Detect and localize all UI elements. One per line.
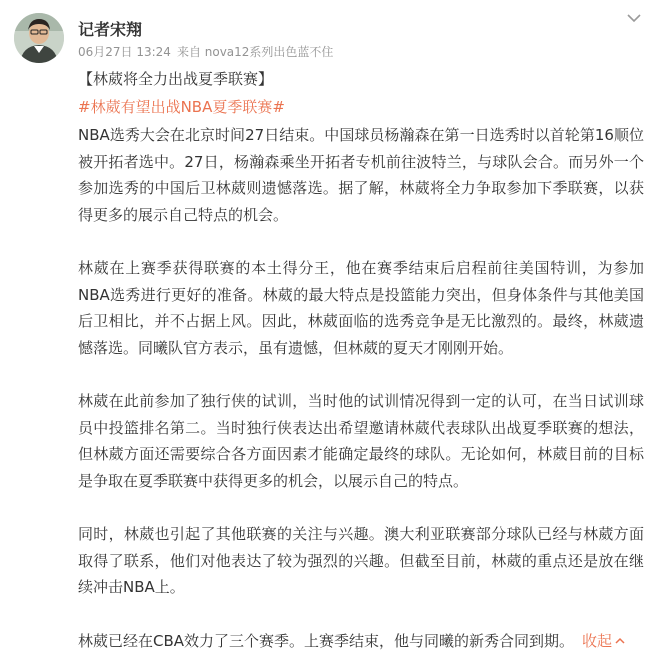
post-meta xyxy=(78,44,339,60)
last-paragraph-text: 林葳已经在CBA效力了三个赛季。上赛季结束，他与同曦的新秀合同到期。 xyxy=(78,632,574,650)
post-title: 【林葳将全力出战夏季联赛】 xyxy=(78,66,644,94)
chevron-down-icon[interactable] xyxy=(624,10,644,26)
post-source: 来自 nova12系列出色蓝不住 xyxy=(177,45,334,59)
avatar-image xyxy=(14,13,64,63)
post-paragraph: 同时，林葳也引起了其他联赛的关注与兴趣。澳大利亚联赛部分球队已经与林葳方面取得了联系，他们对他表达了较为强烈的兴趣。但截至目前，林葳的重点还是放在继续冲击NBA上。 xyxy=(78,521,644,601)
post-paragraph: 林葳在此前参加了独行侠的试训，当时他的试训情况得到一定的认可，在当日试训球员中投篮排名第二。当时独行侠表达出希望邀请林葳代表球队出战夏季联赛的想法，但林葳方面还需要综合各方面因素才能确定最终的球队。无论如何，林葳目前的目标是争取在夏季联赛中获得更多的机会，以展示自己的特点。 xyxy=(78,388,644,494)
author-name[interactable]: 记者宋翔 xyxy=(78,20,142,40)
post-paragraph: 林葳在上赛季获得联赛的本土得分王，他在赛季结束后启程前往美国特训，为参加NBA选秀进行更好的准备。林葳的最大特点是投篮能力突出，但身体条件与其他美国后卫相比，并不占据上风。因此，林葳面临的选秀竞争是无比激烈的。最终，林葳遗憾落选。同曦队官方表示，虽有遗憾，但林葳的夏天才刚刚开始。 xyxy=(78,255,644,361)
post-paragraph: NBA选秀大会在北京时间27日结束。中国球员杨瀚森在第一日选秀时以首轮第16顺位被开拓者选中。27日，杨瀚森乘坐开拓者专机前往波特兰，与球队会合。而另外一个参加选秀的中国后卫林葳则遗憾落选。据了解，林葳将全力争取参加下季联赛，以获得更多的展示自己特点的机会。 xyxy=(78,122,644,228)
chevron-up-icon xyxy=(614,636,626,646)
collapse-label: 收起 xyxy=(582,632,612,650)
post-content xyxy=(78,66,644,654)
collapse-button[interactable] xyxy=(582,632,626,650)
avatar[interactable] xyxy=(14,13,64,63)
post-paragraph-last xyxy=(78,628,644,654)
hashtag-link[interactable]: #林葳有望出战NBA夏季联赛# xyxy=(78,94,644,122)
post-date[interactable]: 06月27日 13:24 xyxy=(78,45,171,59)
